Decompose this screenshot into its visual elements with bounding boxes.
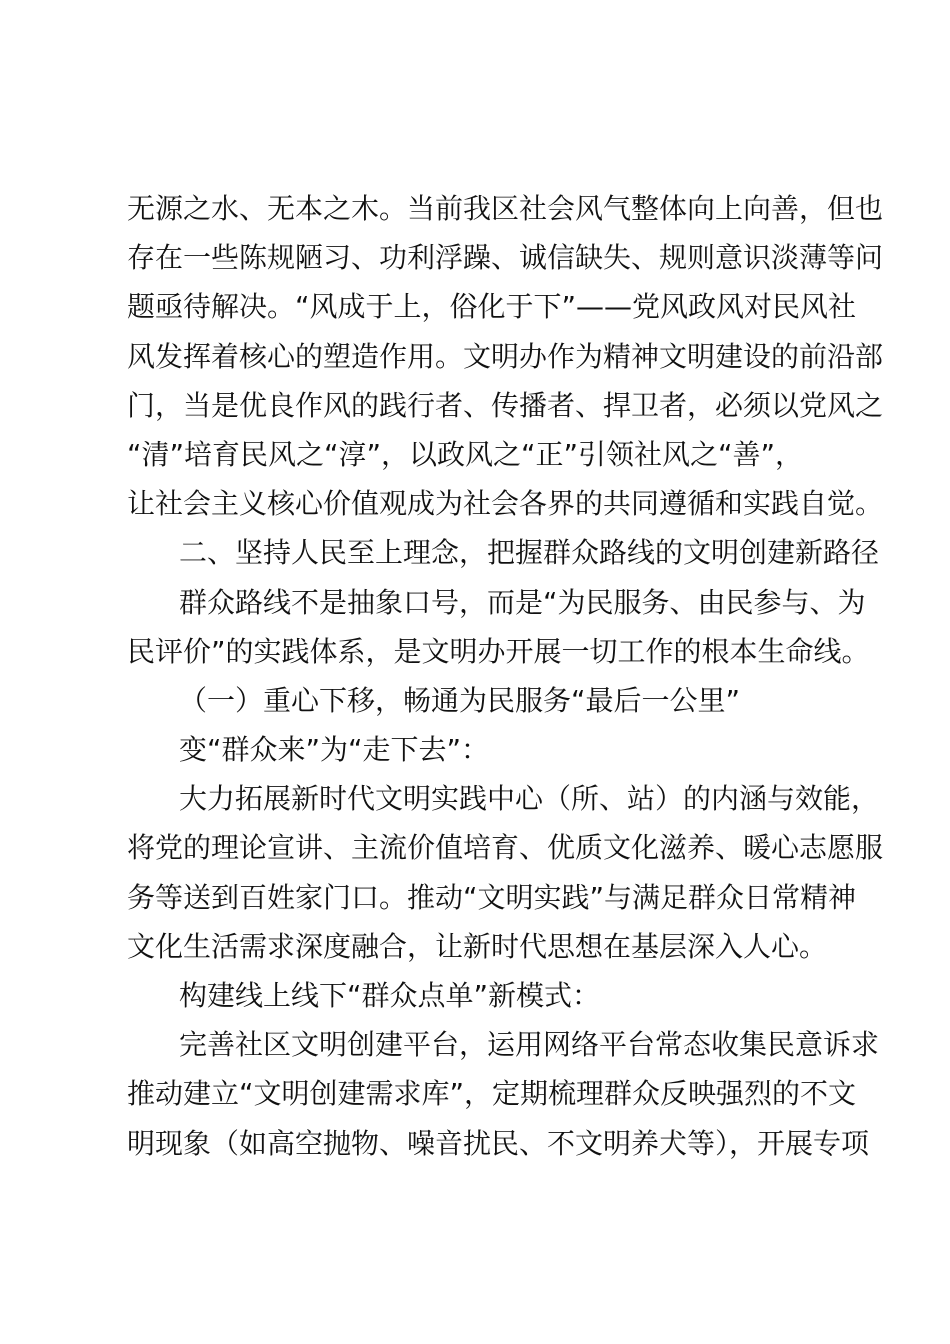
- paragraph-line: 文化生活需求深度融合，让新时代思想在基层深入人心。: [127, 929, 828, 963]
- item-heading: 变“群众来”为“走下去”：: [179, 733, 490, 767]
- subsection-heading: （一）重心下移，畅通为民服务“最后一公里”: [179, 683, 741, 717]
- item-heading: 构建线上线下“群众点单”新模式：: [179, 979, 601, 1012]
- paragraph-line: 群众路线不是抽象口号，而是“为民服务、由民参与、为: [179, 585, 866, 619]
- paragraph-line: 完善社区文明创建平台，运用网络平台常态收集民意诉求: [179, 1028, 880, 1062]
- paragraph-line: 存在一些陈规陋习、功利浮躁、诚信缺失、规则意识淡薄等问: [127, 241, 884, 275]
- paragraph-line: “清”培育民风之“淳”，以政风之“正”引领社风之“善”，: [127, 437, 804, 471]
- paragraph-line: 民评价”的实践体系，是文明办开展一切工作的根本生命线。: [127, 634, 870, 668]
- paragraph-line: 风发挥着核心的塑造作用。文明办作为精神文明建设的前沿部: [127, 339, 884, 373]
- paragraph-line: 无源之水、无本之木。当前我区社会风气整体向上向善，但也: [127, 192, 884, 225]
- document-body: [127, 184, 884, 1168]
- section-heading: 二、坚持人民至上理念，把握群众路线的文明创建新路径: [179, 536, 880, 570]
- paragraph-line: 大力拓展新时代文明实践中心（所、站）的内涵与效能，: [179, 782, 880, 816]
- paragraph-line: 题亟待解决。“风成于上，俗化于下”——党风政风对民风社: [127, 290, 857, 324]
- paragraph-line: 让社会主义核心价值观成为社会各界的共同遵循和实践自觉。: [127, 487, 884, 521]
- paragraph-line: 推动建立“文明创建需求库”，定期梳理群众反映强烈的不文: [127, 1077, 857, 1111]
- paragraph-line: 门，当是优良作风的践行者、传播者、捍卫者，必须以党风之: [127, 388, 884, 422]
- paragraph-line: 将党的理论宣讲、主流价值培育、优质文化滋养、暖心志愿服: [127, 831, 884, 865]
- paragraph-line: 务等送到百姓家门口。推动“文明实践”与满足群众日常精神: [127, 880, 857, 914]
- paragraph-line: 明现象（如高空抛物、噪音扰民、不文明养犬等），开展专项: [127, 1126, 870, 1160]
